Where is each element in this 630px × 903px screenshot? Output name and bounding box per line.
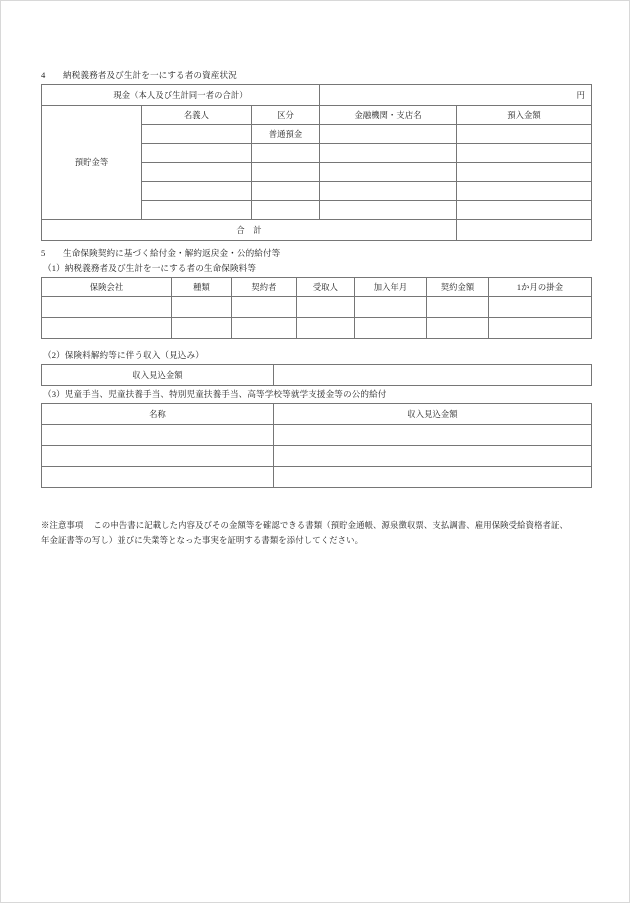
expected-income-label: 収入見込金額 <box>42 365 274 386</box>
life-insurance-table <box>41 277 592 339</box>
enrollment-date-cell[interactable] <box>355 318 427 339</box>
section-5-heading <box>41 247 591 260</box>
monthly-premium-cell[interactable] <box>489 318 592 339</box>
deposit-kind-cell[interactable] <box>252 144 320 163</box>
section-4-number: 4 <box>41 70 46 80</box>
spacer <box>41 339 591 349</box>
form-content <box>41 69 591 548</box>
benefit-name-cell[interactable] <box>42 446 274 467</box>
benefit-amount-cell[interactable] <box>274 425 592 446</box>
column-header-benefit-amount: 収入見込金額 <box>274 404 592 425</box>
table-row <box>42 297 592 318</box>
deposit-bank-cell[interactable] <box>320 201 457 220</box>
deposits-total-row <box>42 220 592 241</box>
column-header-monthly-premium: 1か月の掛金 <box>489 278 592 297</box>
cash-value-cell[interactable]: 円 <box>320 85 592 106</box>
deposit-amount-cell[interactable] <box>457 125 592 144</box>
policy-holder-cell[interactable] <box>232 318 297 339</box>
table-row <box>42 318 592 339</box>
section-4-heading <box>41 69 591 82</box>
beneficiary-cell[interactable] <box>297 297 355 318</box>
deposit-kind-cell[interactable] <box>252 201 320 220</box>
monthly-premium-cell[interactable] <box>489 297 592 318</box>
section-5-1-heading: （1）納税義務者及び生計を一にする者の生命保険料等 <box>43 263 257 273</box>
benefit-amount-cell[interactable] <box>274 446 592 467</box>
deposit-name-cell[interactable] <box>142 163 252 182</box>
benefit-name-cell[interactable] <box>42 425 274 446</box>
deposit-bank-cell[interactable] <box>320 182 457 201</box>
insurance-header-row <box>42 278 592 297</box>
deposit-amount-cell[interactable] <box>457 182 592 201</box>
column-header-benefit-name: 名称 <box>42 404 274 425</box>
column-header-beneficiary: 受取人 <box>297 278 355 297</box>
deposit-kind-cell[interactable] <box>252 163 320 182</box>
column-header-account-name: 名義人 <box>142 106 252 125</box>
surrender-income-row <box>42 365 592 386</box>
column-header-deposit-amount: 預入金額 <box>457 106 592 125</box>
expected-income-value-cell[interactable] <box>274 365 592 386</box>
deposit-bank-cell[interactable] <box>320 125 457 144</box>
section-5-2-heading: （2）保険料解約等に伴う収入（見込み） <box>43 350 204 360</box>
insurance-company-cell[interactable] <box>42 318 172 339</box>
total-value-cell[interactable] <box>457 220 592 241</box>
benefit-name-cell[interactable] <box>42 467 274 488</box>
total-label: 合 計 <box>42 220 457 241</box>
section-5-title: 生命保険契約に基づく給付金・解約返戻金・公的給付等 <box>63 248 281 258</box>
column-header-insurance-company: 保険会社 <box>42 278 172 297</box>
section-5-number: 5 <box>41 248 46 258</box>
footnote-lead: ※注意事項 <box>41 521 84 530</box>
cash-label: 現金（本人及び生計同一者の合計） <box>42 85 320 106</box>
deposit-amount-cell[interactable] <box>457 163 592 182</box>
table-row <box>42 425 592 446</box>
benefit-amount-cell[interactable] <box>274 467 592 488</box>
contract-amount-cell[interactable] <box>427 318 489 339</box>
deposit-kind-cell[interactable] <box>252 182 320 201</box>
surrender-income-table <box>41 364 592 386</box>
assets-table <box>41 84 592 241</box>
deposits-header-row <box>42 106 592 125</box>
column-header-contract-amount: 契約金額 <box>427 278 489 297</box>
enrollment-date-cell[interactable] <box>355 297 427 318</box>
deposit-name-cell[interactable] <box>142 125 252 144</box>
deposit-name-cell[interactable] <box>142 201 252 220</box>
deposit-bank-cell[interactable] <box>320 144 457 163</box>
section-5-3-heading: （3）児童手当、児童扶養手当、特別児童扶養手当、高等学校等就学支援金等の公的給付 <box>43 389 387 399</box>
column-header-kind: 区分 <box>252 106 320 125</box>
column-header-bank-branch: 金融機関・支店名 <box>320 106 457 125</box>
table-row <box>42 446 592 467</box>
deposit-bank-cell[interactable] <box>320 163 457 182</box>
deposits-row-label: 預貯金等 <box>42 106 142 220</box>
footnote-line-1: この申告書に記載した内容及びその金額等を確認できる書類（預貯金通帳、源泉徴収票、支払調書、雇用保険受給資格者証、 <box>93 521 568 530</box>
contract-amount-cell[interactable] <box>427 297 489 318</box>
footnote <box>41 518 591 548</box>
table-row <box>42 467 592 488</box>
column-header-insurance-kind: 種類 <box>172 278 232 297</box>
insurance-kind-cell[interactable] <box>172 297 232 318</box>
deposit-name-cell[interactable] <box>142 182 252 201</box>
benefits-header-row <box>42 404 592 425</box>
column-header-enrollment-date: 加入年月 <box>355 278 427 297</box>
insurance-company-cell[interactable] <box>42 297 172 318</box>
public-benefits-table <box>41 403 592 488</box>
deposit-amount-cell[interactable] <box>457 144 592 163</box>
insurance-kind-cell[interactable] <box>172 318 232 339</box>
deposit-kind-cell[interactable]: 普通預金 <box>252 125 320 144</box>
deposit-name-cell[interactable] <box>142 144 252 163</box>
column-header-policy-holder: 契約者 <box>232 278 297 297</box>
policy-holder-cell[interactable] <box>232 297 297 318</box>
cash-row <box>42 85 592 106</box>
footnote-line-2: 年金証書等の写し）並びに失業等となった事実を証明する書類を添付してください。 <box>41 536 364 545</box>
section-4-title: 納税義務者及び生計を一にする者の資産状況 <box>63 70 237 80</box>
beneficiary-cell[interactable] <box>297 318 355 339</box>
deposit-amount-cell[interactable] <box>457 201 592 220</box>
